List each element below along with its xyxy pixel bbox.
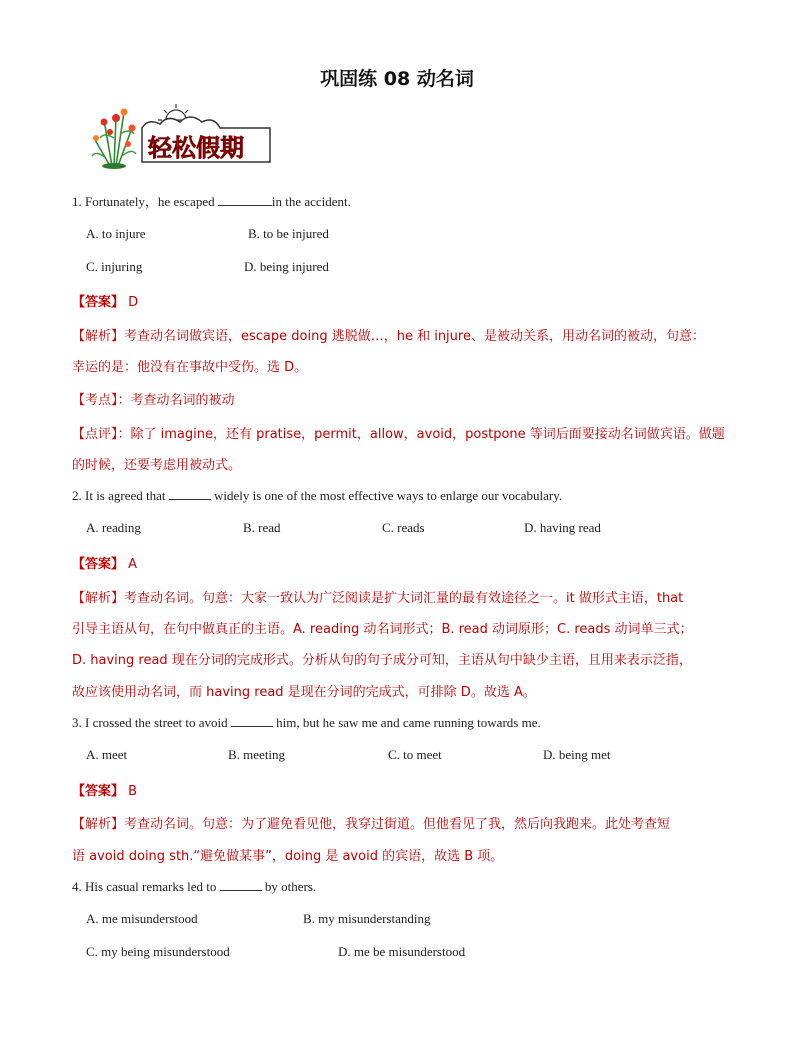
analysis-line: D. having read 现在分词的完成形式。分析从句的句子成分可知，主语从句中缺少主语，且用来表示泛指， [72, 653, 692, 668]
analysis-line: 幸运的是：他没有在事故中受伤。选 D。 [72, 360, 308, 375]
option-a: A. meet [86, 747, 128, 762]
stem-part: widely is one of the most effective ways to enlarge our vocabulary. [210, 488, 563, 503]
answer-blank [231, 714, 273, 727]
question-3-stem [72, 714, 541, 731]
answer-line [72, 291, 722, 310]
question-2-stem [72, 487, 562, 504]
option-d: D. being met [543, 747, 611, 762]
option-a: A. reading [86, 520, 141, 535]
answer-line [72, 553, 722, 572]
option-c: C. reads [382, 520, 425, 535]
option-b: B. my misunderstanding [303, 911, 431, 926]
stem-part: 4. His casual remarks led to [72, 879, 220, 894]
flower-icon [92, 109, 136, 170]
analysis-line: 【解析】考查动名词做宾语，escape doing 逃脱做…，he 和 injure、是被动关系，用动名词的被动，句意： [72, 329, 705, 344]
answer-tag: 【答案】 [72, 557, 125, 572]
logo-text: 轻松假期 [148, 134, 244, 162]
option-c: C. to meet [388, 747, 442, 762]
stem-part: 3. I crossed the street to avoid [72, 715, 231, 730]
option-c: C. my being misunderstood [86, 944, 230, 959]
answer-tag: 【答案】 [72, 295, 125, 310]
answer-value: B [124, 784, 138, 799]
analysis-line: 语 avoid doing sth.“避免做某事”，doing 是 avoid 的宾语，故选 B 项。 [72, 849, 504, 864]
holiday-logo [84, 98, 284, 170]
option-a: A. me misunderstood [86, 911, 198, 926]
option-a: A. to injure [86, 226, 146, 241]
analysis-line: 【解析】考查动名词。句意：为了避免看见他，我穿过街道。但他看见了我，然后向我跑来。此处考查短 [72, 817, 671, 832]
answer-tag: 【答案】 [72, 784, 125, 799]
point-line: 【考点】：考查动名词的被动 [72, 393, 235, 408]
question-4-stem [72, 878, 316, 895]
comment-line: 【点评】：除了 imagine，还有 pratise，permit，allow，avoid，postpone 等词后面要接动名词做宾语。做题 [72, 427, 725, 442]
stem-part: 2. It is agreed that [72, 488, 169, 503]
stem-part: in the accident. [271, 194, 351, 209]
comment-line: 的时候，还要考虑用被动式。 [72, 458, 242, 473]
analysis-line: 【解析】考查动名词。句意：大家一致认为广泛阅读是扩大词汇量的最有效途径之一。it 做形式主语，that [72, 591, 684, 606]
option-b: B. read [243, 520, 281, 535]
answer-blank [218, 193, 272, 206]
analysis-line: 引导主语从句，在句中做真正的主语。A. reading 动名词形式；B. read 动词原形；C. reads 动词单三式； [72, 622, 693, 637]
answer-blank [220, 878, 262, 891]
answer-value: A [124, 557, 138, 572]
option-d: D. being injured [244, 259, 329, 274]
answer-value: D [124, 295, 139, 310]
option-d: D. having read [524, 520, 601, 535]
option-b: B. to be injured [248, 226, 329, 241]
option-c: C. injuring [86, 259, 143, 274]
answer-blank [169, 487, 211, 500]
analysis-line: 故应该使用动名词，而 having read 是现在分词的完成式，可排除 D。故选 A。 [72, 685, 536, 700]
stem-part: 1. Fortunately，he escaped [72, 194, 218, 209]
answer-line [72, 780, 722, 799]
question-1-stem [72, 193, 351, 210]
option-b: B. meeting [228, 747, 286, 762]
stem-part: him, but he saw me and came running towards me. [272, 715, 541, 730]
option-d: D. me be misunderstood [338, 944, 466, 959]
stem-part: by others. [261, 879, 317, 894]
page-title: 巩固练 08 动名词 [320, 68, 474, 90]
